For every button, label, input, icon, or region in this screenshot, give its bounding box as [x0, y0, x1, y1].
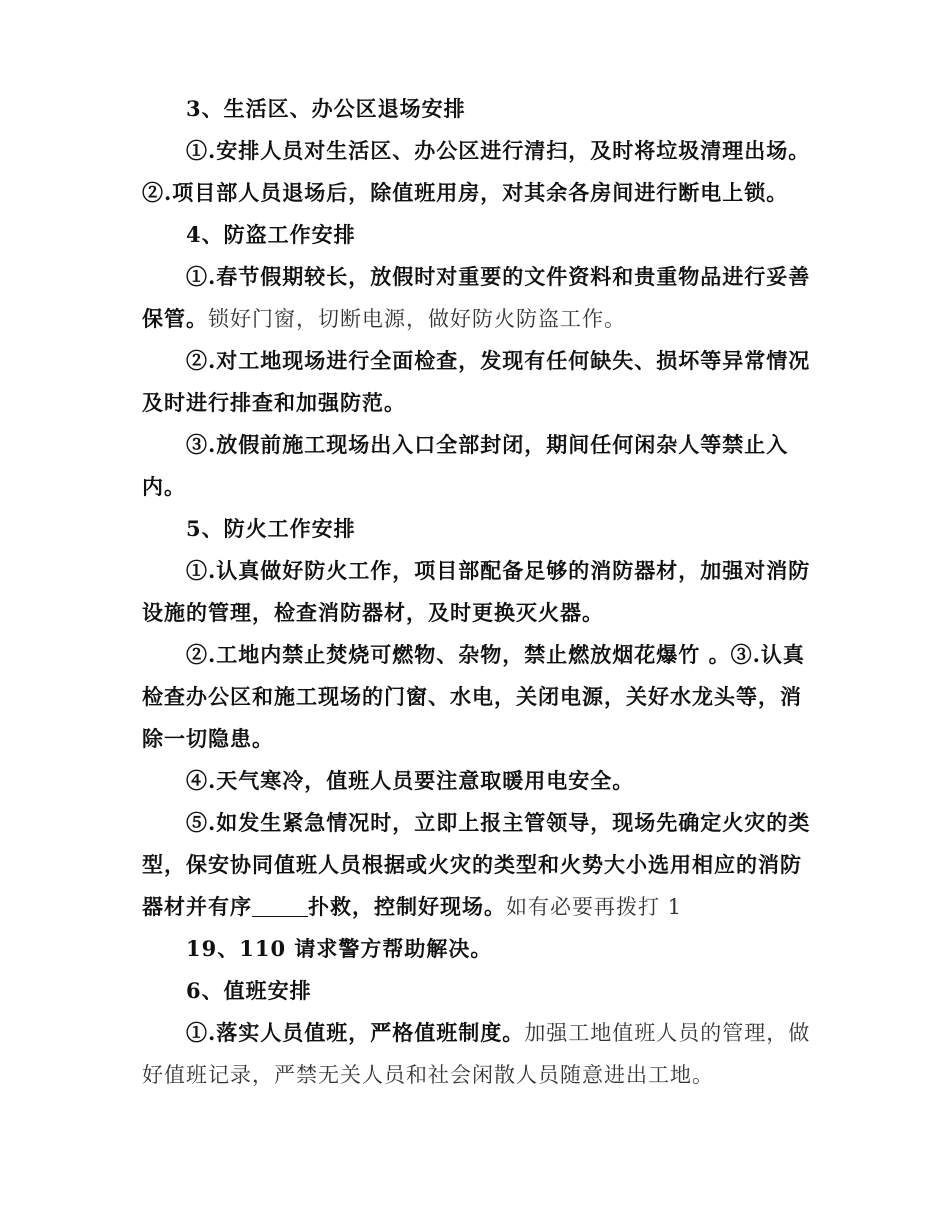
line-text: 设施的管理，检查消防器材，及时更换灭火器。	[142, 600, 604, 625]
line-text: 器材并有序	[142, 894, 252, 919]
line-text: 除一切隐患。	[142, 726, 274, 751]
paragraph-line	[142, 676, 822, 718]
line-text: ②.工地内禁止焚烧可燃物、杂物，禁止燃放烟花爆竹 。③.认真	[186, 642, 805, 667]
line-text-normal: 好值班记录，严禁无关人员和社会闲散人员随意进出工地。	[142, 1063, 714, 1087]
paragraph-line	[142, 172, 822, 214]
line-text: 3、生活区、办公区退场安排	[186, 96, 466, 121]
paragraph-line	[186, 634, 822, 676]
paragraph-line	[186, 1012, 822, 1054]
line-text: ②.项目部人员退场后，除值班用房，对其余各房间进行断电上锁。	[142, 180, 789, 205]
line-text-normal: 加强工地值班人员的管理，做	[524, 1021, 811, 1045]
line-text: ①.认真做好防火工作，项目部配备足够的消防器材，加强对消防	[186, 558, 811, 583]
heading-duty-arrangement	[186, 970, 822, 1012]
line-text-after-blank: 扑救，控制好现场。	[308, 894, 506, 919]
line-text: 5、防火工作安排	[186, 516, 356, 541]
line-text: 型，保安协同值班人员根据或火灾的类型和火势大小选用相应的消防	[142, 852, 802, 877]
paragraph-line	[186, 550, 822, 592]
line-text: 及时进行排查和加强防范。	[142, 390, 406, 415]
line-text: ①.落实人员值班，严格值班制度。	[186, 1020, 525, 1045]
paragraph-line	[186, 802, 822, 844]
line-text: 19、110 请求警方帮助解决。	[186, 936, 493, 961]
line-text: ⑤.如发生紧急情况时，立即上报主管领导，现场先确定火灾的类	[186, 810, 811, 835]
line-text: 内。	[142, 474, 186, 499]
paragraph-line	[186, 256, 822, 298]
paragraph-line	[142, 298, 822, 340]
line-text-normal: 锁好门窗，切断电源，做好防火防盗工作。	[208, 307, 626, 331]
paragraph-line	[142, 886, 822, 928]
paragraph-line	[142, 382, 822, 424]
fill-in-blank	[252, 894, 308, 917]
line-text: ②.对工地现场进行全面检查，发现有任何缺失、损坏等异常情况	[186, 348, 811, 373]
paragraph-line	[186, 760, 822, 802]
line-text: ①.春节假期较长，放假时对重要的文件资料和贵重物品进行妥善	[186, 264, 811, 289]
paragraph-line	[186, 424, 822, 466]
line-text: 保管。	[142, 306, 208, 331]
heading-anti-theft	[186, 214, 822, 256]
line-text: 4、防盗工作安排	[186, 222, 356, 247]
line-text: 6、值班安排	[186, 978, 312, 1003]
paragraph-line	[142, 844, 822, 886]
paragraph-line	[142, 718, 822, 760]
paragraph-line	[142, 592, 822, 634]
line-text: ①.安排人员对生活区、办公区进行清扫，及时将垃圾清理出场。	[186, 138, 811, 163]
paragraph-line	[142, 1054, 822, 1096]
heading-fire-prevention	[186, 508, 822, 550]
paragraph-line	[186, 928, 822, 970]
line-text-normal: 如有必要再拨打 1	[506, 895, 683, 919]
paragraph-line	[186, 130, 822, 172]
line-text: 检查办公区和施工现场的门窗、水电，关闭电源，关好水龙头等，消	[142, 684, 802, 709]
paragraph-line	[142, 466, 822, 508]
heading-living-office-exit	[186, 88, 822, 130]
line-text: ③.放假前施工现场出入口全部封闭，期间任何闲杂人等禁止入	[186, 432, 789, 457]
paragraph-line	[186, 340, 822, 382]
line-text: ④.天气寒冷，值班人员要注意取暖用电安全。	[186, 768, 635, 793]
